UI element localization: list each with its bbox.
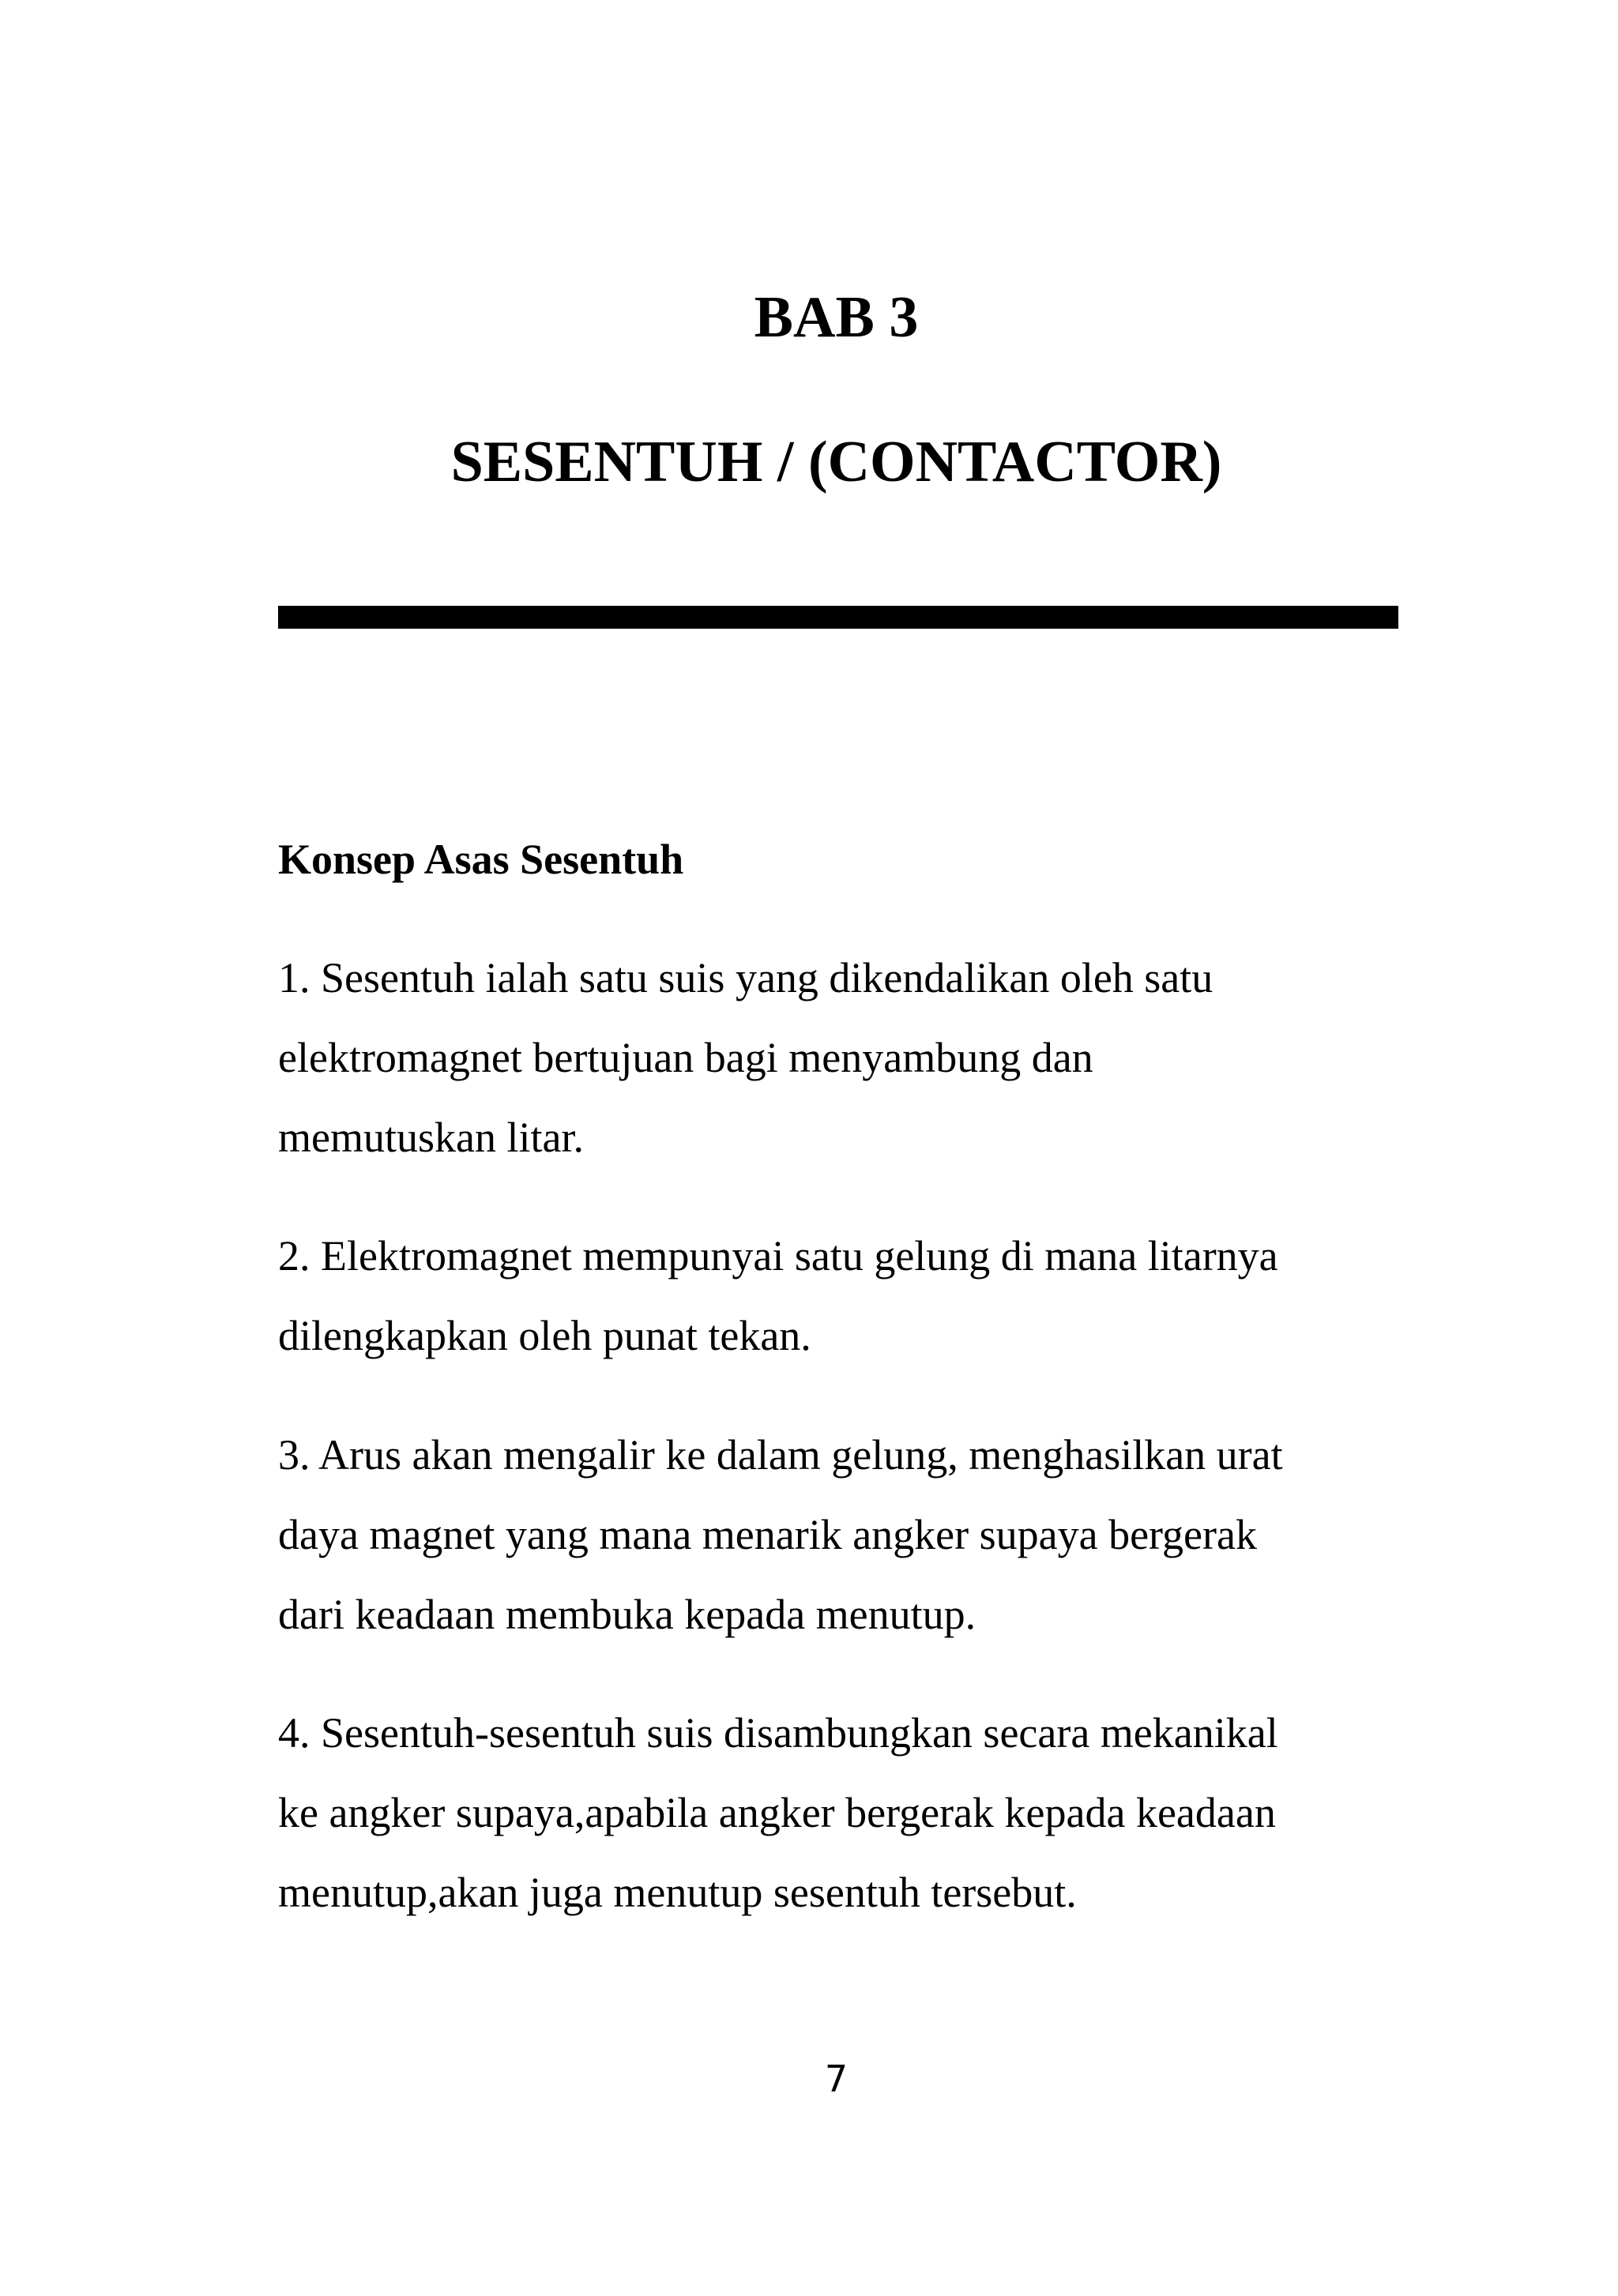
paragraph-line: dilengkapkan oleh punat tekan. — [278, 1312, 811, 1359]
section-heading: Konsep Asas Sesentuh — [278, 836, 684, 883]
chapter-number: BAB 3 — [754, 285, 919, 350]
paragraph-line: memutuskan litar. — [278, 1114, 584, 1161]
paragraph-3 — [278, 1415, 1416, 1655]
paragraph-line: 4. Sesentuh-sesentuh suis disambungkan secara mekanikal — [278, 1709, 1278, 1757]
paragraph-line: menutup,akan juga menutup sesentuh tersebut. — [278, 1869, 1077, 1916]
paragraph-line: 1. Sesentuh ialah satu suis yang dikendalikan oleh satu — [278, 954, 1214, 1001]
paragraph-2 — [278, 1216, 1416, 1376]
paragraph-line: elektromagnet bertujuan bagi menyambung dan — [278, 1034, 1093, 1081]
chapter-title: SESENTUH / (CONTACTOR) — [450, 430, 1222, 494]
paragraph-1 — [278, 938, 1416, 1178]
page-number: 7 — [824, 2057, 849, 2100]
paragraph-line: dari keadaan membuka kepada menutup. — [278, 1591, 976, 1638]
paragraph-line: 2. Elektromagnet mempunyai satu gelung di mana litarnya — [278, 1232, 1278, 1280]
paragraph-line: ke angker supaya,apabila angker bergerak kepada keadaan — [278, 1789, 1276, 1836]
paragraph-line: 3. Arus akan mengalir ke dalam gelung, menghasilkan urat — [278, 1431, 1283, 1479]
paragraph-line: daya magnet yang mana menarik angker supaya bergerak — [278, 1511, 1257, 1558]
paragraph-4 — [278, 1693, 1416, 1933]
title-divider-rule — [278, 606, 1398, 629]
